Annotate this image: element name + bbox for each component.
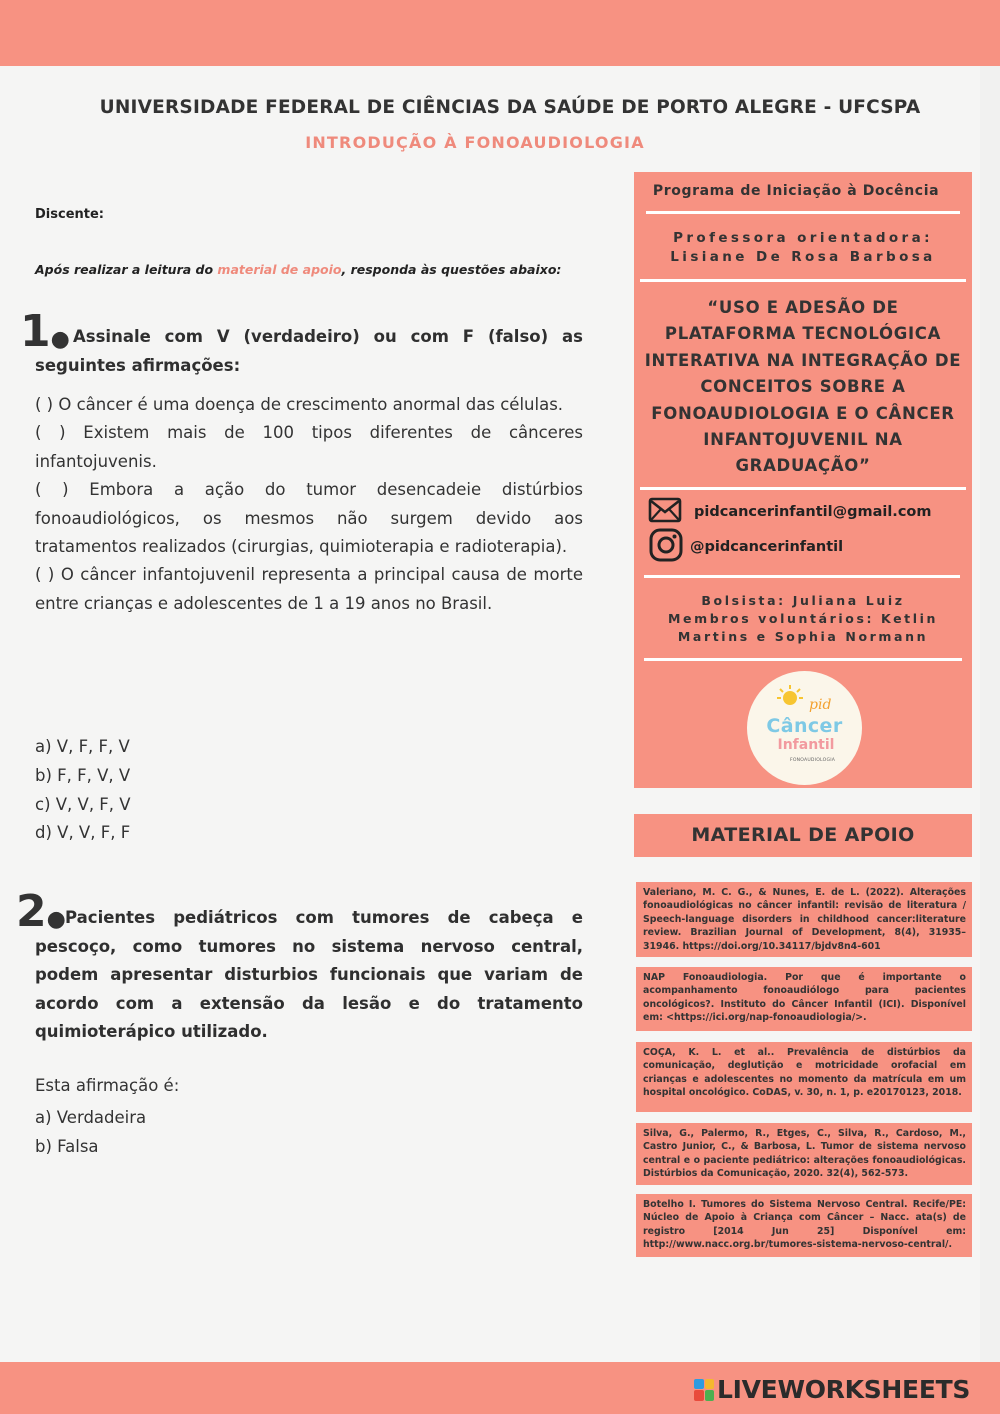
logo-infantil-text: Infantil (777, 737, 835, 753)
program-title: Programa de Iniciação à Docência (652, 183, 940, 199)
q2-option-b[interactable]: b) Falsa (35, 1136, 99, 1156)
email-address[interactable]: pidcancerinfantil@gmail.com (694, 504, 932, 520)
student-label: Discente: (35, 207, 104, 222)
instruction-start: Após realizar a leitura do (35, 262, 218, 277)
scholarship-holder: Bolsista: Juliana Luiz (701, 593, 905, 608)
q1-option-a[interactable]: a) V, F, F, V (35, 737, 130, 756)
divider (644, 575, 960, 578)
advisor-info (634, 229, 972, 267)
divider (646, 211, 960, 214)
question-1-number: 1● (20, 306, 70, 357)
question-2-options (35, 1104, 146, 1162)
instruction-text (35, 262, 561, 277)
q1-option-b[interactable]: b) F, F, V, V (35, 765, 131, 785)
top-banner (0, 0, 1000, 66)
statement-3: ( ) Embora a ação do tumor desencadeie distúrbios fonoaudiológicos, os mesmos não surgem devido aos tratamentos realizados (cirurgias, quimioterapia e radioterapia). (35, 480, 583, 557)
advisor-label: Professora orientadora: (673, 230, 933, 246)
reference-3: COÇA, K. L. et al.. Prevalência de distúrbios da comunicação, deglutição e motricidade orofacial em crianças e adolescentes no momento da matrícula em um hospital oncológico. CoDAS, v. 30, n. 1, p. e20170123, 2018. (636, 1042, 972, 1112)
logo-cancer-text: Câncer (766, 715, 843, 737)
liveworksheets-icon (694, 1379, 714, 1401)
question-1-stem: Assinale com V (verdadeiro) ou com F (falso) as seguintes afirmações: (35, 327, 583, 375)
brand-square (694, 1390, 704, 1401)
question-2-digit: 2 (16, 886, 47, 937)
statement-1: ( ) O câncer é uma doença de crescimento anormal das células. (35, 395, 564, 414)
pid-cancer-infantil-logo (747, 671, 862, 785)
logo-pid-text: pid (809, 697, 832, 713)
reference-4: Silva, G., Palermo, R., Etges, C., Silva, R., Cardoso, M., Castro Junior, C., & Barbosa, L. Tumor de sistema nervoso central e o paciente pediátrico: alterações fonoaudiológicas. Distúrbios da Comunicação, 2020. 32(4), 562-573. (636, 1123, 972, 1185)
statement-2: ( ) Existem mais de 100 tipos diferentes de cânceres infantojuvenis. (35, 423, 583, 471)
liveworksheets-logo[interactable] (694, 1375, 970, 1404)
question-2-stem: Pacientes pediátricos com tumores de cabeça e pescoço, como tumores no sistema nervoso central, podem apresentar disturbios funcionais que variam de acordo com a extensão da lesão e do tratamento quimioterápico utilizado. (35, 908, 583, 1042)
university-title: UNIVERSIDADE FEDERAL DE CIÊNCIAS DA SAÚDE DE PORTO ALEGRE - UFCSPA (99, 97, 921, 118)
question-1-statements (35, 391, 583, 618)
instagram-contact[interactable] (648, 530, 843, 564)
support-material-highlight: material de apoio (217, 262, 342, 277)
reference-2: NAP Fonoaudiologia. Por que é importante o acompanhamento fonoaudiólogo para pacientes oncológicos?. Instituto do Câncer Infantil (ICI). Disponível em: <https://ici.org/nap-fonoaudiologia/>. (636, 967, 972, 1031)
statement-4: ( ) O câncer infantojuvenil representa a principal causa de morte entre crianças e adolescentes de 1 a 19 anos no Brasil. (35, 565, 583, 613)
mail-icon (648, 496, 682, 528)
divider (644, 658, 962, 661)
instagram-handle[interactable]: @pidcancerinfantil (690, 539, 844, 555)
support-material-header: MATERIAL DE APOIO (634, 814, 972, 857)
q1-option-d[interactable]: d) V, V, F, F (35, 823, 131, 843)
project-title: “USO E ADESÃO DE PLATAFORMA TECNOLÓGICA INTERATIVA NA INTEGRAÇÃO DE CONCEITOS SOBRE A FONOAUDIOLOGIA E O CÂNCER INFANTOJUVENIL NA GRADUAÇÃO” (644, 298, 962, 476)
question-1-digit: 1 (20, 306, 51, 357)
instruction-end: , responda às questões abaixo: (341, 262, 562, 277)
reference-1: Valeriano, M. C. G., & Nunes, E. de L. (2022). Alterações fonoaudiológicas no câncer infantil: revisão de literatura / Speech-language disorders in childhood cancer:literature review. Brazilian Journal of Development, 8(4), 31935–31946. https://doi.org/10.34117/bjdv8n4-601 (636, 882, 972, 957)
question-2-prompt: Esta afirmação é: (35, 1076, 180, 1095)
brand-square (705, 1390, 715, 1401)
question-1-options (35, 733, 131, 848)
q1-option-c[interactable]: c) V, V, F, V (35, 794, 131, 814)
brand-square (705, 1379, 715, 1390)
logo-area-text: FONOAUDIOLOGIA (790, 758, 836, 763)
volunteer-members: Membros voluntários: Ketlin Martins e Sophia Normann (667, 611, 939, 644)
divider (640, 279, 966, 282)
email-contact[interactable] (648, 495, 931, 529)
instagram-icon (648, 527, 684, 567)
divider (640, 487, 966, 490)
team-info (634, 592, 972, 646)
question-2-number: 2● (16, 886, 66, 937)
advisor-name: Lisiane De Rosa Barbosa (670, 249, 936, 265)
sun-icon (777, 685, 803, 707)
liveworksheets-brand: LIVEWORKSHEETS (717, 1375, 971, 1404)
reference-5: Botelho I. Tumores do Sistema Nervoso Central. Recife/PE: Núcleo de Apoio à Criança com Câncer – Nacc. ata(s) de registro [2014 Jun 25] Disponível em: http://www.nacc.org.br/tumores-sistema-nervoso-central/. (636, 1194, 972, 1257)
q2-option-a[interactable]: a) Verdadeira (35, 1108, 147, 1127)
brand-square (694, 1379, 704, 1390)
course-title: INTRODUÇÃO À FONOAUDIOLOGIA (305, 133, 645, 152)
